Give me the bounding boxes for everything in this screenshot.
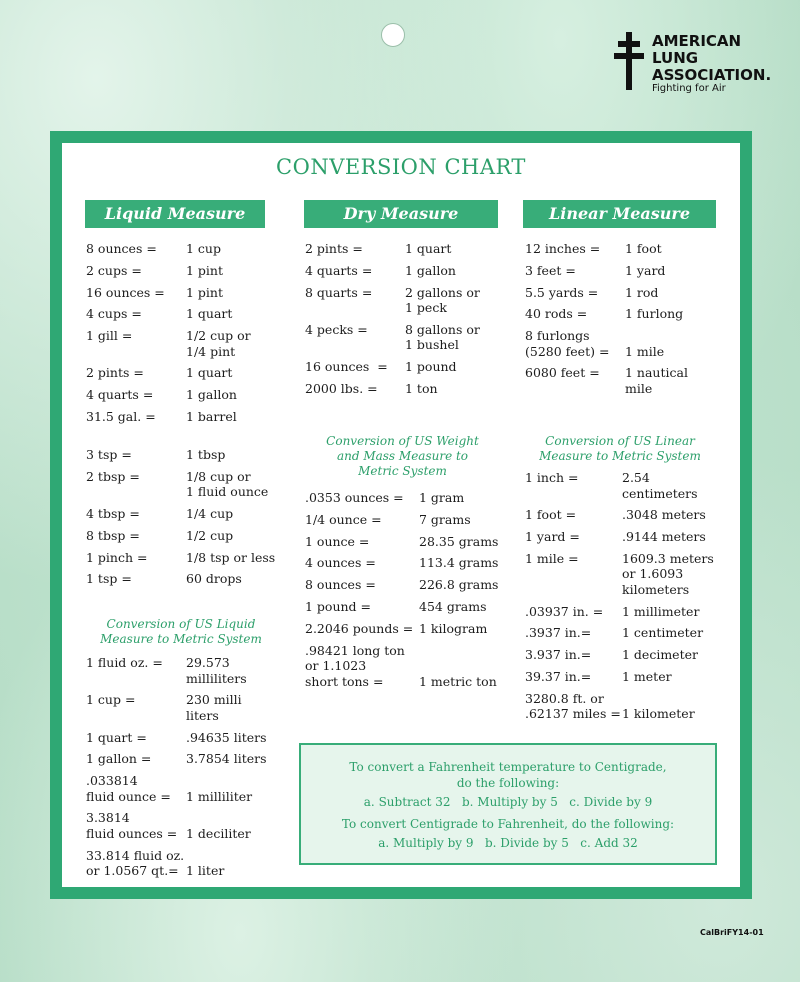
conversion-from: 2 pints = bbox=[86, 365, 144, 381]
conversion-from: 2 tbsp = bbox=[86, 468, 140, 484]
conversion-from: 8 quarts = bbox=[305, 284, 373, 300]
conversion-to: 1 millimeter bbox=[622, 603, 700, 619]
conversion-to: 1 tbsp bbox=[186, 446, 226, 462]
conversion-row bbox=[86, 306, 286, 328]
conversion-to: 1 pound bbox=[405, 359, 457, 375]
conversion-row bbox=[86, 328, 286, 365]
conversion-to: 1 pint bbox=[186, 262, 223, 278]
conversion-from: .0353 ounces = bbox=[305, 490, 404, 505]
conversion-to: 1 barrel bbox=[186, 409, 237, 425]
conversion-from: 1 ounce = bbox=[305, 533, 370, 549]
conversion-from: 1 gallon = bbox=[86, 751, 152, 767]
conversion-from: 3.937 in.= bbox=[525, 647, 592, 663]
conversion-to: 7 grams bbox=[419, 511, 471, 527]
conversion-from: 1 tsp = bbox=[86, 571, 132, 587]
conversion-to: 1/2 cup bbox=[186, 527, 234, 543]
conversion-row bbox=[525, 669, 725, 691]
conversion-row bbox=[305, 577, 505, 599]
conversion-row bbox=[86, 469, 286, 506]
liquid-measure-list bbox=[86, 241, 286, 593]
liquid-metric-title: Conversion of US Liquid Measure to Metric System bbox=[100, 617, 262, 646]
print-code: CalBriFY14-01 bbox=[700, 928, 764, 937]
conversion-to: 3.7854 liters bbox=[186, 751, 267, 767]
conversion-from: .03937 in. = bbox=[525, 603, 604, 619]
conversion-to: 1 yard bbox=[625, 262, 666, 278]
conversion-to: 1 pint bbox=[186, 284, 223, 300]
page-title: CONVERSION CHART bbox=[276, 155, 526, 179]
conversion-to: 1 milliliter bbox=[186, 788, 253, 804]
conversion-row bbox=[86, 528, 286, 550]
conversion-from: 2.2046 pounds = bbox=[305, 620, 414, 636]
conversion-row bbox=[86, 365, 286, 387]
conversion-to: 1 gram bbox=[419, 490, 465, 505]
conversion-to: 1/4 cup bbox=[186, 505, 234, 521]
conversion-row bbox=[86, 655, 286, 692]
fahrenheit-to-centigrade-intro: To convert a Fahrenheit temperature to Centigrade, do the following: bbox=[349, 760, 667, 790]
conversion-to: 60 drops bbox=[186, 571, 242, 587]
conversion-from: 8 ounces = bbox=[305, 577, 376, 593]
conversion-row bbox=[86, 241, 286, 263]
conversion-to: 1 mile bbox=[625, 343, 665, 359]
conversion-to: .3048 meters bbox=[622, 507, 706, 523]
conversion-from: 2000 lbs. = bbox=[305, 380, 378, 396]
conversion-to: 1 kilogram bbox=[419, 620, 488, 636]
conversion-to: 29.573 milliliters bbox=[186, 655, 247, 686]
conversion-row bbox=[525, 365, 725, 402]
conversion-from: 12 inches = bbox=[525, 241, 601, 256]
conversion-to: 113.4 grams bbox=[419, 555, 499, 571]
conversion-row bbox=[525, 691, 725, 728]
conversion-row bbox=[86, 409, 286, 447]
conversion-from: 16 ounces = bbox=[305, 359, 388, 375]
conversion-from: 1 fluid oz. = bbox=[86, 655, 163, 670]
conversion-to: 1609.3 meters or 1.6093 kilometers bbox=[622, 550, 714, 597]
centigrade-to-fahrenheit-intro: To convert Centigrade to Fahrenheit, do the following: bbox=[341, 817, 675, 831]
conversion-from: 2 pints = bbox=[305, 241, 363, 256]
conversion-to: .94635 liters bbox=[186, 729, 267, 745]
conversion-from: 1 cup = bbox=[86, 692, 136, 708]
conversion-from: 6080 feet = bbox=[525, 365, 600, 381]
conversion-from: 3.3814 fluid ounces = bbox=[86, 810, 178, 841]
conversion-from: 1 gill = bbox=[86, 328, 133, 344]
conversion-to: 230 milli liters bbox=[186, 692, 242, 723]
conversion-from: 3 feet = bbox=[525, 262, 576, 278]
conversion-row bbox=[525, 529, 725, 551]
temperature-conversion-box bbox=[299, 743, 717, 865]
conversion-row bbox=[305, 381, 505, 403]
conversion-from: 31.5 gal. = bbox=[86, 409, 156, 425]
linear-metric-title: Conversion of US Linear Measure to Metric System bbox=[539, 434, 701, 463]
conversion-row bbox=[86, 506, 286, 528]
punch-hole bbox=[381, 23, 405, 47]
conversion-row bbox=[86, 848, 286, 885]
conversion-from: 4 quarts = bbox=[305, 262, 373, 278]
conversion-from: 1 foot = bbox=[525, 507, 577, 523]
conversion-row bbox=[305, 285, 505, 322]
conversion-from: 3280.8 ft. or .62137 miles = bbox=[525, 690, 621, 722]
conversion-to: 8 gallons or 1 bushel bbox=[405, 321, 480, 353]
conversion-row bbox=[525, 604, 725, 626]
linear-measure-header: Linear Measure bbox=[523, 200, 716, 228]
conversion-from: 33.814 fluid oz. or 1.0567 qt.= bbox=[86, 847, 185, 879]
liquid-metric-list bbox=[86, 655, 286, 885]
conversion-from: 8 tbsp = bbox=[86, 527, 140, 543]
dry-metric-title: Conversion of US Weight and Mass Measure to Metric System bbox=[326, 434, 479, 478]
conversion-row bbox=[86, 692, 286, 729]
conversion-from: 1 quart = bbox=[86, 729, 147, 745]
conversion-chart-card bbox=[62, 143, 740, 887]
conversion-to: 1 cup bbox=[186, 241, 221, 256]
conversion-row bbox=[305, 555, 505, 577]
dry-measure-header: Dry Measure bbox=[304, 200, 498, 228]
conversion-from: 40 rods = bbox=[525, 306, 588, 322]
conversion-row bbox=[86, 730, 286, 752]
conversion-row bbox=[525, 647, 725, 669]
conversion-from: 1 yard = bbox=[525, 529, 580, 545]
conversion-row bbox=[305, 643, 505, 696]
conversion-to: 1 gallon bbox=[186, 387, 237, 403]
conversion-to: 454 grams bbox=[419, 598, 487, 614]
conversion-to: 1 ton bbox=[405, 380, 438, 396]
conversion-to: 1 centimeter bbox=[622, 625, 704, 641]
conversion-row bbox=[525, 625, 725, 647]
conversion-row bbox=[305, 512, 505, 534]
conversion-row bbox=[525, 551, 725, 604]
fahrenheit-to-centigrade-steps: a. Subtract 32 b. Multiply by 5 c. Divide by 9 bbox=[363, 795, 653, 809]
conversion-from: .98421 long ton or 1.1023 short tons = bbox=[305, 642, 405, 689]
conversion-row bbox=[305, 599, 505, 621]
conversion-row bbox=[305, 322, 505, 359]
conversion-from: 1/4 ounce = bbox=[305, 511, 382, 527]
conversion-to: 2 gallons or 1 peck bbox=[405, 284, 480, 316]
american-lung-association-logo bbox=[612, 30, 792, 100]
conversion-from: 4 quarts = bbox=[86, 387, 154, 403]
conversion-from: 1 pinch = bbox=[86, 549, 148, 565]
conversion-row bbox=[525, 285, 725, 307]
conversion-row bbox=[525, 306, 725, 328]
conversion-row bbox=[86, 447, 286, 469]
conversion-row bbox=[525, 263, 725, 285]
conversion-from: 16 ounces = bbox=[86, 284, 165, 300]
conversion-from: 39.37 in.= bbox=[525, 669, 592, 685]
liquid-measure-header: Liquid Measure bbox=[85, 200, 265, 228]
logo-tagline: Fighting for Air bbox=[652, 83, 726, 94]
conversion-row bbox=[86, 285, 286, 307]
conversion-from: 8 furlongs (5280 feet) = bbox=[525, 328, 610, 359]
conversion-row bbox=[525, 507, 725, 529]
conversion-row bbox=[86, 263, 286, 285]
conversion-from: 2 cups = bbox=[86, 262, 142, 278]
conversion-to: 1 decimeter bbox=[622, 647, 698, 663]
conversion-from: .3937 in.= bbox=[525, 625, 592, 641]
conversion-row bbox=[305, 359, 505, 381]
conversion-to: 1 nautical mile bbox=[625, 365, 688, 396]
linear-metric-list bbox=[525, 470, 725, 728]
conversion-from: 3 tsp = bbox=[86, 446, 132, 462]
conversion-from: 5.5 yards = bbox=[525, 284, 599, 300]
centigrade-to-fahrenheit-steps: a. Multiply by 9 b. Divide by 5 c. Add 32 bbox=[378, 836, 638, 850]
conversion-to: 1 deciliter bbox=[186, 825, 251, 841]
conversion-to: 1/8 cup or 1 fluid ounce bbox=[186, 468, 269, 500]
conversion-row bbox=[86, 550, 286, 572]
lorraine-cross-icon bbox=[612, 32, 646, 90]
conversion-to: 1/8 tsp or less bbox=[186, 549, 276, 565]
conversion-to: 1 meter bbox=[622, 669, 672, 685]
conversion-from: 1 mile = bbox=[525, 550, 579, 566]
conversion-from: 4 ounces = bbox=[305, 555, 376, 571]
conversion-to: 1 liter bbox=[186, 863, 225, 879]
conversion-from: 4 pecks = bbox=[305, 321, 368, 337]
conversion-from: 1 inch = bbox=[525, 470, 579, 485]
conversion-to: 1 quart bbox=[405, 241, 452, 256]
conversion-row bbox=[305, 263, 505, 285]
conversion-to: 1 quart bbox=[186, 306, 233, 322]
conversion-to: 1 kilometer bbox=[622, 706, 695, 722]
conversion-to: 28.35 grams bbox=[419, 533, 499, 549]
conversion-row bbox=[305, 490, 505, 512]
conversion-row bbox=[525, 241, 725, 263]
dry-measure-list bbox=[305, 241, 505, 403]
dry-metric-list bbox=[305, 490, 505, 695]
conversion-row bbox=[86, 571, 286, 593]
conversion-row bbox=[305, 241, 505, 263]
conversion-to: 1 metric ton bbox=[419, 673, 497, 689]
conversion-row bbox=[86, 773, 286, 810]
conversion-row bbox=[86, 387, 286, 409]
conversion-from: 8 ounces = bbox=[86, 241, 157, 256]
conversion-row bbox=[305, 534, 505, 556]
conversion-from: .033814 fluid ounce = bbox=[86, 773, 171, 804]
conversion-to: 1 foot bbox=[625, 241, 662, 256]
conversion-to: 1 furlong bbox=[625, 306, 684, 322]
conversion-from: 1 pound = bbox=[305, 598, 372, 614]
conversion-to: 1 gallon bbox=[405, 262, 456, 278]
conversion-to: 1 quart bbox=[186, 365, 233, 381]
conversion-row bbox=[525, 328, 725, 365]
conversion-row bbox=[86, 751, 286, 773]
conversion-row bbox=[86, 810, 286, 847]
conversion-from: 4 cups = bbox=[86, 306, 142, 322]
logo-wordmark: AMERICAN LUNG ASSOCIATION. bbox=[652, 32, 772, 84]
conversion-row bbox=[525, 470, 725, 507]
conversion-row bbox=[305, 621, 505, 643]
conversion-to: .9144 meters bbox=[622, 529, 706, 545]
conversion-from: 4 tbsp = bbox=[86, 505, 140, 521]
conversion-to: 226.8 grams bbox=[419, 577, 499, 593]
conversion-to: 2.54 centimeters bbox=[622, 470, 698, 501]
linear-measure-list bbox=[525, 241, 725, 403]
conversion-to: 1 rod bbox=[625, 284, 659, 300]
conversion-to: 1/2 cup or 1/4 pint bbox=[186, 328, 251, 359]
